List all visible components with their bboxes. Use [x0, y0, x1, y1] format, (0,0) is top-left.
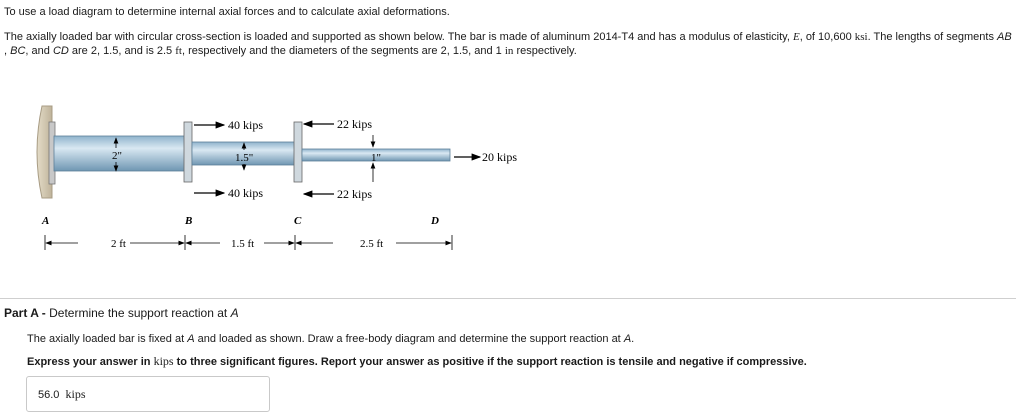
point-d-label: D [431, 215, 439, 227]
intro-text: , respectively and the diameters of the segments are 2, 1.5, and 1 [181, 45, 505, 57]
intro-text: The axially loaded bar with circular cross-section is loaded and supported as shown below. The bar is made of aluminum 2014-T4 and has a modulus of elasticity, [4, 31, 793, 43]
unit-in: in [504, 45, 514, 57]
answer-unit: kips [65, 387, 86, 401]
intro-line-1: To use a load diagram to determine internal axial forces and to calculate axial deformations. [4, 6, 450, 18]
part-a-title [4, 306, 239, 320]
section-divider [0, 298, 1016, 299]
segment-bc: BC [10, 45, 26, 57]
point-a-label: A [42, 215, 50, 227]
answer-value: 56.0 [38, 389, 60, 401]
flange-c [294, 122, 302, 182]
force-c-top-label: 22 kips [337, 117, 373, 131]
segment-ab: AB [997, 31, 1012, 43]
bar-load-diagram [28, 102, 518, 262]
instruction-text: to three significant figures. Report your answer as positive if the support reaction is tensile and negative if compressive. [173, 356, 807, 368]
length-bc-label: 1.5 ft [231, 238, 255, 250]
length-ab-label: 2 ft [111, 238, 126, 250]
answer-instructions [27, 354, 807, 369]
point-a-ref: A [623, 333, 632, 345]
point-b-label: B [185, 215, 193, 227]
instruction-text: Express your answer in [27, 356, 154, 368]
force-b-bottom-label: 40 kips [228, 186, 264, 200]
answer-input[interactable] [26, 376, 270, 412]
point-c-label: C [294, 215, 302, 227]
intro-text: , and [25, 45, 53, 57]
flange-b [184, 122, 192, 182]
part-a-description [27, 333, 634, 345]
force-c-bottom-label: 22 kips [337, 187, 373, 201]
intro-text: are 2, 1.5, and is 2.5 [68, 45, 176, 57]
point-a-ref: A [187, 333, 195, 345]
intro-text: respectively. [513, 45, 577, 57]
intro-text: , of 10,600 [799, 31, 855, 43]
diameter-bc-label: 1.5" [235, 152, 254, 164]
part-a-body-text: The axially loaded bar is fixed at [27, 333, 188, 345]
unit-ft: ft [175, 45, 182, 57]
diameter-cd-label: 1" [371, 152, 381, 164]
force-b-top-label: 40 kips [228, 118, 264, 132]
segment-cd: CD [52, 45, 69, 57]
force-d-label: 20 kips [482, 150, 518, 164]
modulus-symbol: E [792, 31, 800, 43]
length-cd-label: 2.5 ft [360, 238, 384, 250]
part-a-body-text: . [631, 333, 635, 345]
part-a-text: Determine the support reaction at [49, 306, 231, 320]
intro-paragraph-2 [4, 30, 1016, 58]
diameter-ab-label: 2" [112, 150, 122, 162]
intro-text: . The lengths of segments [867, 31, 998, 43]
problem-intro [4, 5, 1016, 58]
unit-kips: kips [153, 354, 174, 368]
unit-ksi: ksi [854, 31, 868, 43]
intro-text: , [4, 45, 11, 57]
part-a-body-text: and loaded as shown. Draw a free-body diagram and determine the support reaction at [194, 333, 624, 345]
part-a-prefix: Part A - [4, 306, 50, 320]
point-a-ref: A [230, 306, 239, 320]
